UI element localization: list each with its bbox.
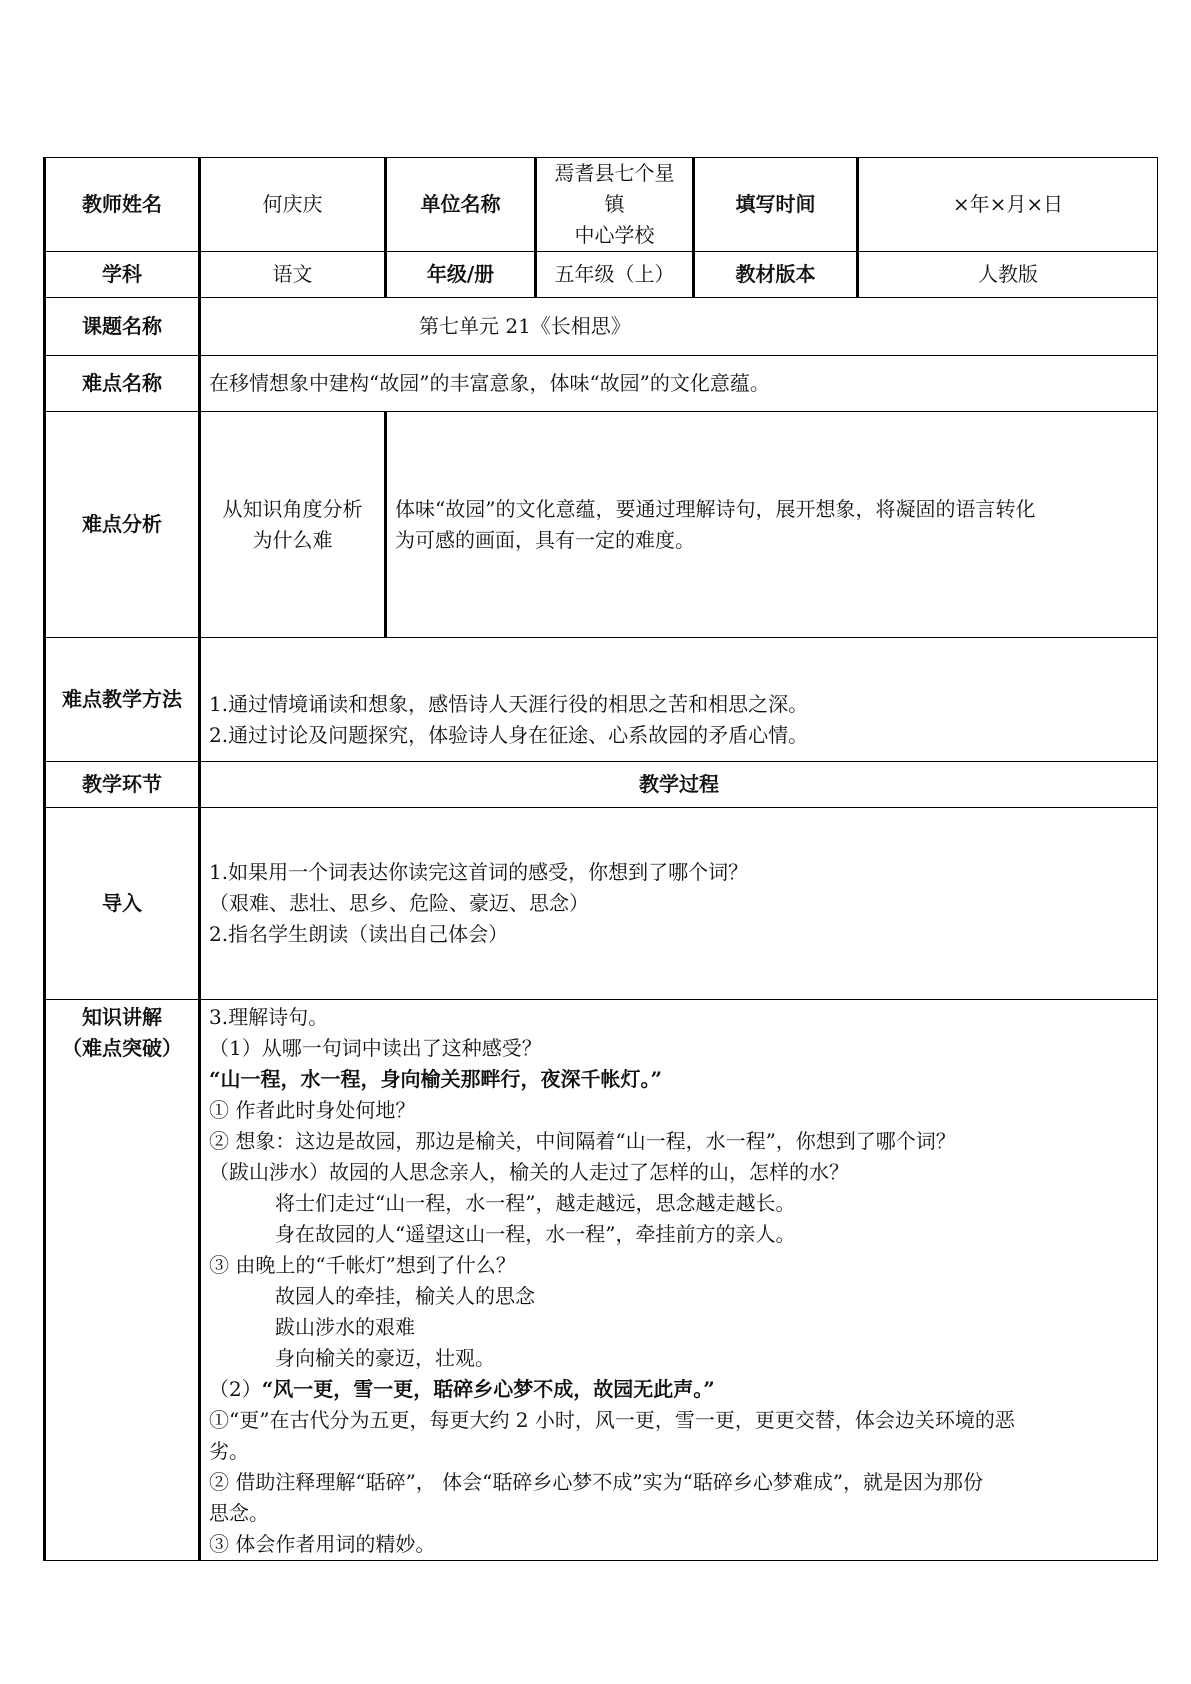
knowledge-line: 将士们走过“山一程，水一程”，越走越远，思念越走越长。 — [275, 1191, 796, 1215]
intro-line-3: 2.指名学生朗读（读出自己体会） — [209, 922, 509, 946]
knowledge-line: “山一程，水一程，身向榆关那畔行，夜深千帐灯。” — [209, 1067, 663, 1091]
knowledge-line: 思念。 — [209, 1501, 269, 1525]
method-line-1: 1.通过情境诵读和想象，感悟诗人天涯行役的相思之苦和相思之深。 — [209, 691, 809, 716]
method-line-2: 2.通过讨论及问题探究，体验诗人身在征途、心系故园的矛盾心情。 — [209, 722, 809, 747]
difficulty-label: 难点名称 — [45, 356, 200, 412]
analysis-row — [45, 412, 1158, 638]
lesson-plan-table — [43, 157, 1158, 1561]
edition-value: 人教版 — [858, 252, 1158, 298]
subject-label: 学科 — [45, 252, 200, 298]
grade-value: 五年级（上） — [536, 252, 694, 298]
method-text — [200, 638, 1158, 762]
knowledge-line: 身向榆关的豪迈，壮观。 — [275, 1346, 495, 1370]
knowledge-text — [200, 1000, 1158, 1561]
knowledge-line-prefix: （2） — [209, 1377, 262, 1401]
unit-name-value — [536, 158, 694, 252]
knowledge-line: 身在故园的人“遥望这山一程，水一程”，牵挂前方的亲人。 — [275, 1222, 796, 1246]
process-title: 教学过程 — [200, 762, 1158, 808]
knowledge-label-line-1: 知识讲解 — [82, 1005, 162, 1029]
teacher-name-label: 教师姓名 — [45, 158, 200, 252]
knowledge-line: 跋山涉水的艰难 — [275, 1315, 415, 1339]
knowledge-line: ①“更”在古代分为五更，每更大约 2 小时，风一更，雪一更，更更交替，体会边关环境的恶 — [209, 1408, 1015, 1432]
process-header-row — [45, 762, 1158, 808]
analysis-text — [386, 412, 1158, 638]
difficulty-value: 在移情想象中建构“故园”的丰富意象，体味“故园”的文化意蕴。 — [200, 356, 1158, 412]
fill-date-value: ×年×月×日 — [858, 158, 1158, 252]
knowledge-label — [45, 1000, 200, 1561]
fill-date-label: 填写时间 — [694, 158, 858, 252]
knowledge-label-line-2: （难点突破） — [62, 1036, 182, 1060]
knowledge-line: ② 想象：这边是故园，那边是榆关，中间隔着“山一程，水一程”，你想到了哪个词？ — [209, 1129, 956, 1153]
knowledge-line: ② 借助注释理解“聒碎”， 体会“聒碎乡心梦不成”实为“聒碎乡心梦难成”，就是因为那份 — [209, 1470, 984, 1494]
intro-line-2: （艰难、悲壮、思乡、危险、豪迈、思念） — [209, 891, 589, 915]
analysis-label: 难点分析 — [45, 412, 200, 638]
intro-text — [200, 808, 1158, 1000]
knowledge-line: 故园人的牵挂，榆关人的思念 — [275, 1284, 535, 1308]
analysis-sub-label-line-2: 为什么难 — [252, 527, 333, 552]
topic-label: 课题名称 — [45, 298, 200, 356]
knowledge-line: ③ 由晚上的“千帐灯”想到了什么？ — [209, 1253, 516, 1277]
header-row-2 — [45, 252, 1158, 298]
grade-label: 年级/册 — [386, 252, 536, 298]
unit-name-label: 单位名称 — [386, 158, 536, 252]
difficulty-row — [45, 356, 1158, 412]
intro-label: 导入 — [45, 808, 200, 1000]
teacher-name-value: 何庆庆 — [200, 158, 386, 252]
analysis-sub-label-line-1: 从知识角度分析 — [222, 496, 363, 521]
knowledge-line: ③ 体会作者用词的精妙。 — [209, 1532, 436, 1556]
topic-row — [45, 298, 1158, 356]
knowledge-line — [209, 1374, 1149, 1405]
analysis-text-line-1: 体味“故园”的文化意蕴，要通过理解诗句，展开想象，将凝固的语言转化 — [395, 496, 1036, 521]
knowledge-line-quote: “风一更，雪一更，聒碎乡心梦不成，故园无此声。” — [261, 1377, 715, 1401]
unit-name-line-1: 焉耆县七个星镇 — [554, 161, 675, 216]
knowledge-line: （跋山涉水）故园的人思念亲人，榆关的人走过了怎样的山，怎样的水？ — [209, 1160, 849, 1184]
intro-row — [45, 808, 1158, 1000]
intro-line-1: 1.如果用一个词表达你读完这首词的感受，你想到了哪个词？ — [209, 860, 749, 884]
lesson-plan-sheet — [43, 157, 1156, 1561]
knowledge-line: ① 作者此时身处何地？ — [209, 1098, 416, 1122]
subject-value: 语文 — [200, 252, 386, 298]
edition-label: 教材版本 — [694, 252, 858, 298]
process-stage-label: 教学环节 — [45, 762, 200, 808]
method-label: 难点教学方法 — [45, 638, 200, 762]
knowledge-line: 3.理解诗句。 — [209, 1005, 329, 1029]
analysis-sub-label — [200, 412, 386, 638]
header-row-1 — [45, 158, 1158, 252]
knowledge-line: 劣。 — [209, 1439, 249, 1463]
unit-name-line-2: 中心学校 — [574, 223, 655, 247]
analysis-text-line-2: 为可感的画面，具有一定的难度。 — [395, 527, 695, 552]
topic-value: 第七单元 21《长相思》 — [419, 314, 631, 338]
knowledge-row — [45, 1000, 1158, 1561]
knowledge-line: （1）从哪一句词中读出了这种感受？ — [209, 1036, 542, 1060]
method-row — [45, 638, 1158, 762]
